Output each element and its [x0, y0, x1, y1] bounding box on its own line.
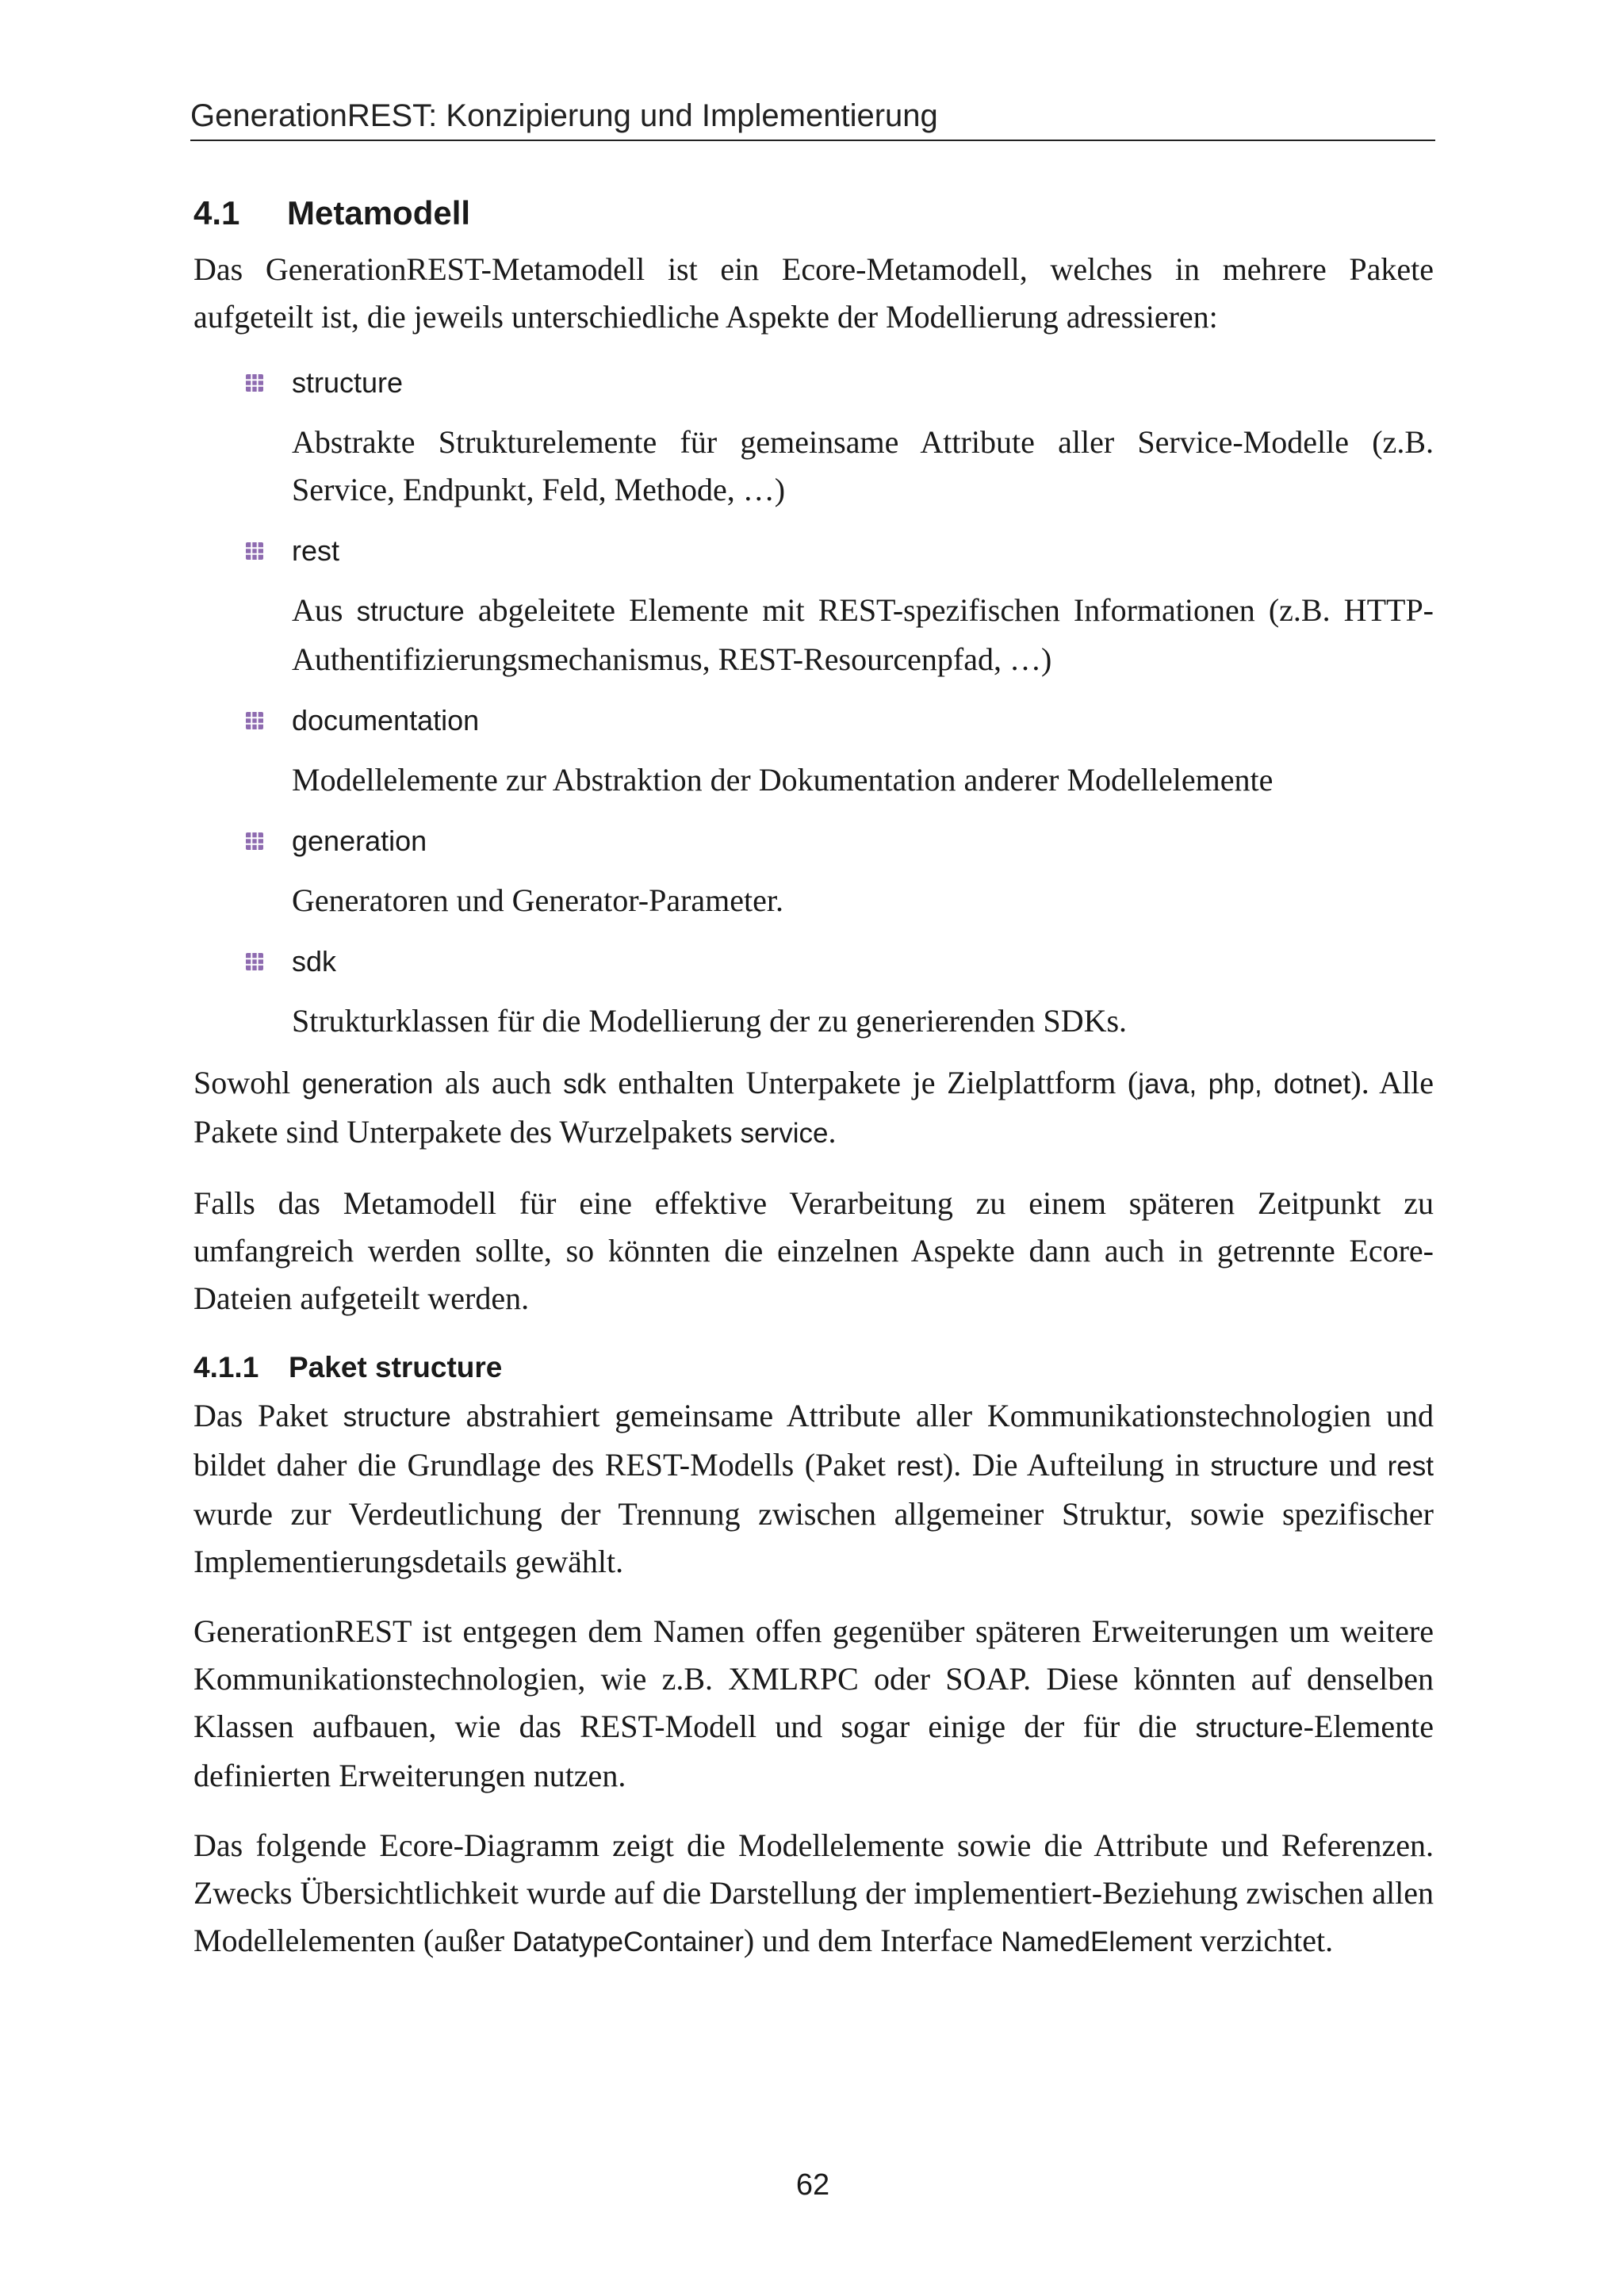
split-paragraph: Falls das Metamodell für eine effektive Verarbeitung zu einem späteren Zeitpunkt zu umfangreich werden sollte, so könnten die einzelnen Aspekte dann auch in getrennte Ecore-Dateien aufgeteilt werden.: [193, 1185, 1434, 1316]
package-description: Abstrakte Strukturelemente für gemeinsame Attribute aller Service-Modelle (z.B. Service, Endpunkt, Feld, Methode, …): [292, 424, 1434, 507]
text-run: Das Paket: [193, 1398, 343, 1433]
section-title: Metamodell: [287, 194, 471, 232]
structure-paragraph: [193, 1392, 1434, 1586]
package-grid-icon: [244, 373, 265, 393]
main-content: [193, 190, 1434, 1966]
diagram-paragraph: [193, 1822, 1434, 1966]
package-name: documentation: [292, 704, 480, 737]
desc-text: abgeleitete Elemente mit REST-spezifischen Informationen (z.B. HTTP-Authentifizierungsmechanismus, REST-Resourcenpfad, …): [292, 592, 1434, 677]
code-term: DatatypeContainer: [512, 1927, 744, 1957]
list-term: [193, 939, 1434, 985]
package-description: Modellelemente zur Abstraktion der Dokumentation anderer Modellelemente: [292, 762, 1274, 798]
text-run: .: [828, 1114, 837, 1150]
text-run: -Elemente definierten Erweiterungen nutzen.: [193, 1709, 1434, 1793]
package-description: Generatoren und Generator-Parameter.: [292, 882, 783, 918]
package-grid-icon: [244, 831, 265, 851]
code-term: structure: [343, 1402, 451, 1433]
text-run: Das folgende Ecore-Diagramm zeigt die Modellelemente sowie die Attribute und Referenzen. Zwecks Übersichtlichkeit wurde auf die Darstellung der implementiert-Beziehung zwischen allen Modellelementen (außer: [193, 1827, 1434, 1958]
subpackages-paragraph: [193, 1059, 1434, 1158]
list-item: [193, 360, 1434, 514]
package-description: Strukturklassen für die Modellierung der zu generierenden SDKs.: [292, 1003, 1128, 1039]
running-header: GenerationREST: Konzipierung und Implementierung: [190, 94, 1435, 141]
code-term: sdk: [563, 1069, 607, 1100]
package-list: [193, 360, 1434, 1045]
page: [190, 0, 1435, 2296]
package-name: sdk: [292, 945, 337, 978]
text-run: verzichtet.: [1192, 1923, 1334, 1958]
code-term: rest: [1387, 1451, 1434, 1482]
list-term: [193, 528, 1434, 574]
text-run: GenerationREST ist entgegen dem Namen offen gegenüber späteren Erweiterungen um weitere Kommunikationstechnologien, wie z.B. XMLRPC oder SOAP. Diese könnten auf denselben Klassen aufbauen, wie das REST-Modell und sogar einige der für die: [193, 1613, 1434, 1744]
package-grid-icon: [244, 710, 265, 731]
list-term: [193, 698, 1434, 744]
page-number: 62: [795, 2168, 830, 2202]
subsection-title: Paket structure: [289, 1351, 503, 1383]
list-item: [193, 939, 1434, 1045]
desc-text: Aus: [292, 592, 357, 628]
text-run: und: [1318, 1447, 1388, 1483]
code-term: structure: [356, 596, 465, 627]
text-run: ) und dem Interface: [743, 1923, 1002, 1958]
code-term: structure: [1195, 1712, 1304, 1743]
section-heading: [193, 190, 1434, 236]
code-term: service: [740, 1118, 829, 1149]
text-run: abstrahiert gemeinsame Attribute aller Kommunikationstechnologien und bildet daher die Grundlage des REST-Modells (Paket: [193, 1398, 1434, 1483]
text-run: als auch: [433, 1065, 564, 1100]
package-grid-icon: [244, 951, 265, 972]
package-name: generation: [292, 825, 427, 857]
section-number: 4.1: [193, 194, 240, 232]
subsection-heading: [193, 1346, 1434, 1389]
list-term: [193, 360, 1434, 406]
code-term: structure: [1210, 1451, 1319, 1482]
subsection-number: 4.1.1: [193, 1351, 259, 1383]
text-run: enthalten Unterpakete je Zielplattform (: [606, 1065, 1139, 1100]
extensions-paragraph: [193, 1608, 1434, 1800]
text-run: wurde zur Verdeutlichung der Trennung zwischen allgemeiner Struktur, sowie spezifischer Implementierungsdetails gewählt.: [193, 1496, 1434, 1579]
text-run: ). Alle Pakete sind Unterpakete des Wurzelpakets: [193, 1065, 1434, 1150]
text-run: Sowohl: [193, 1065, 302, 1100]
package-name: structure: [292, 366, 404, 399]
list-item: [193, 528, 1434, 683]
code-term: rest: [896, 1451, 943, 1482]
text-run: ). Die Aufteilung in: [942, 1447, 1211, 1483]
package-name: rest: [292, 534, 340, 567]
list-item: [193, 818, 1434, 924]
package-grid-icon: [244, 541, 265, 561]
list-item: [193, 698, 1434, 804]
code-term: NamedElement: [1001, 1927, 1193, 1957]
code-term: generation: [301, 1069, 434, 1100]
list-term: [193, 818, 1434, 864]
package-description: [193, 587, 1434, 683]
intro-paragraph: Das GenerationREST-Metamodell ist ein Ecore-Metamodell, welches in mehrere Pakete aufgeteilt ist, die jeweils unterschiedliche Aspekte der Modellierung adressieren:: [193, 251, 1434, 335]
code-term: java, php, dotnet: [1138, 1069, 1351, 1100]
